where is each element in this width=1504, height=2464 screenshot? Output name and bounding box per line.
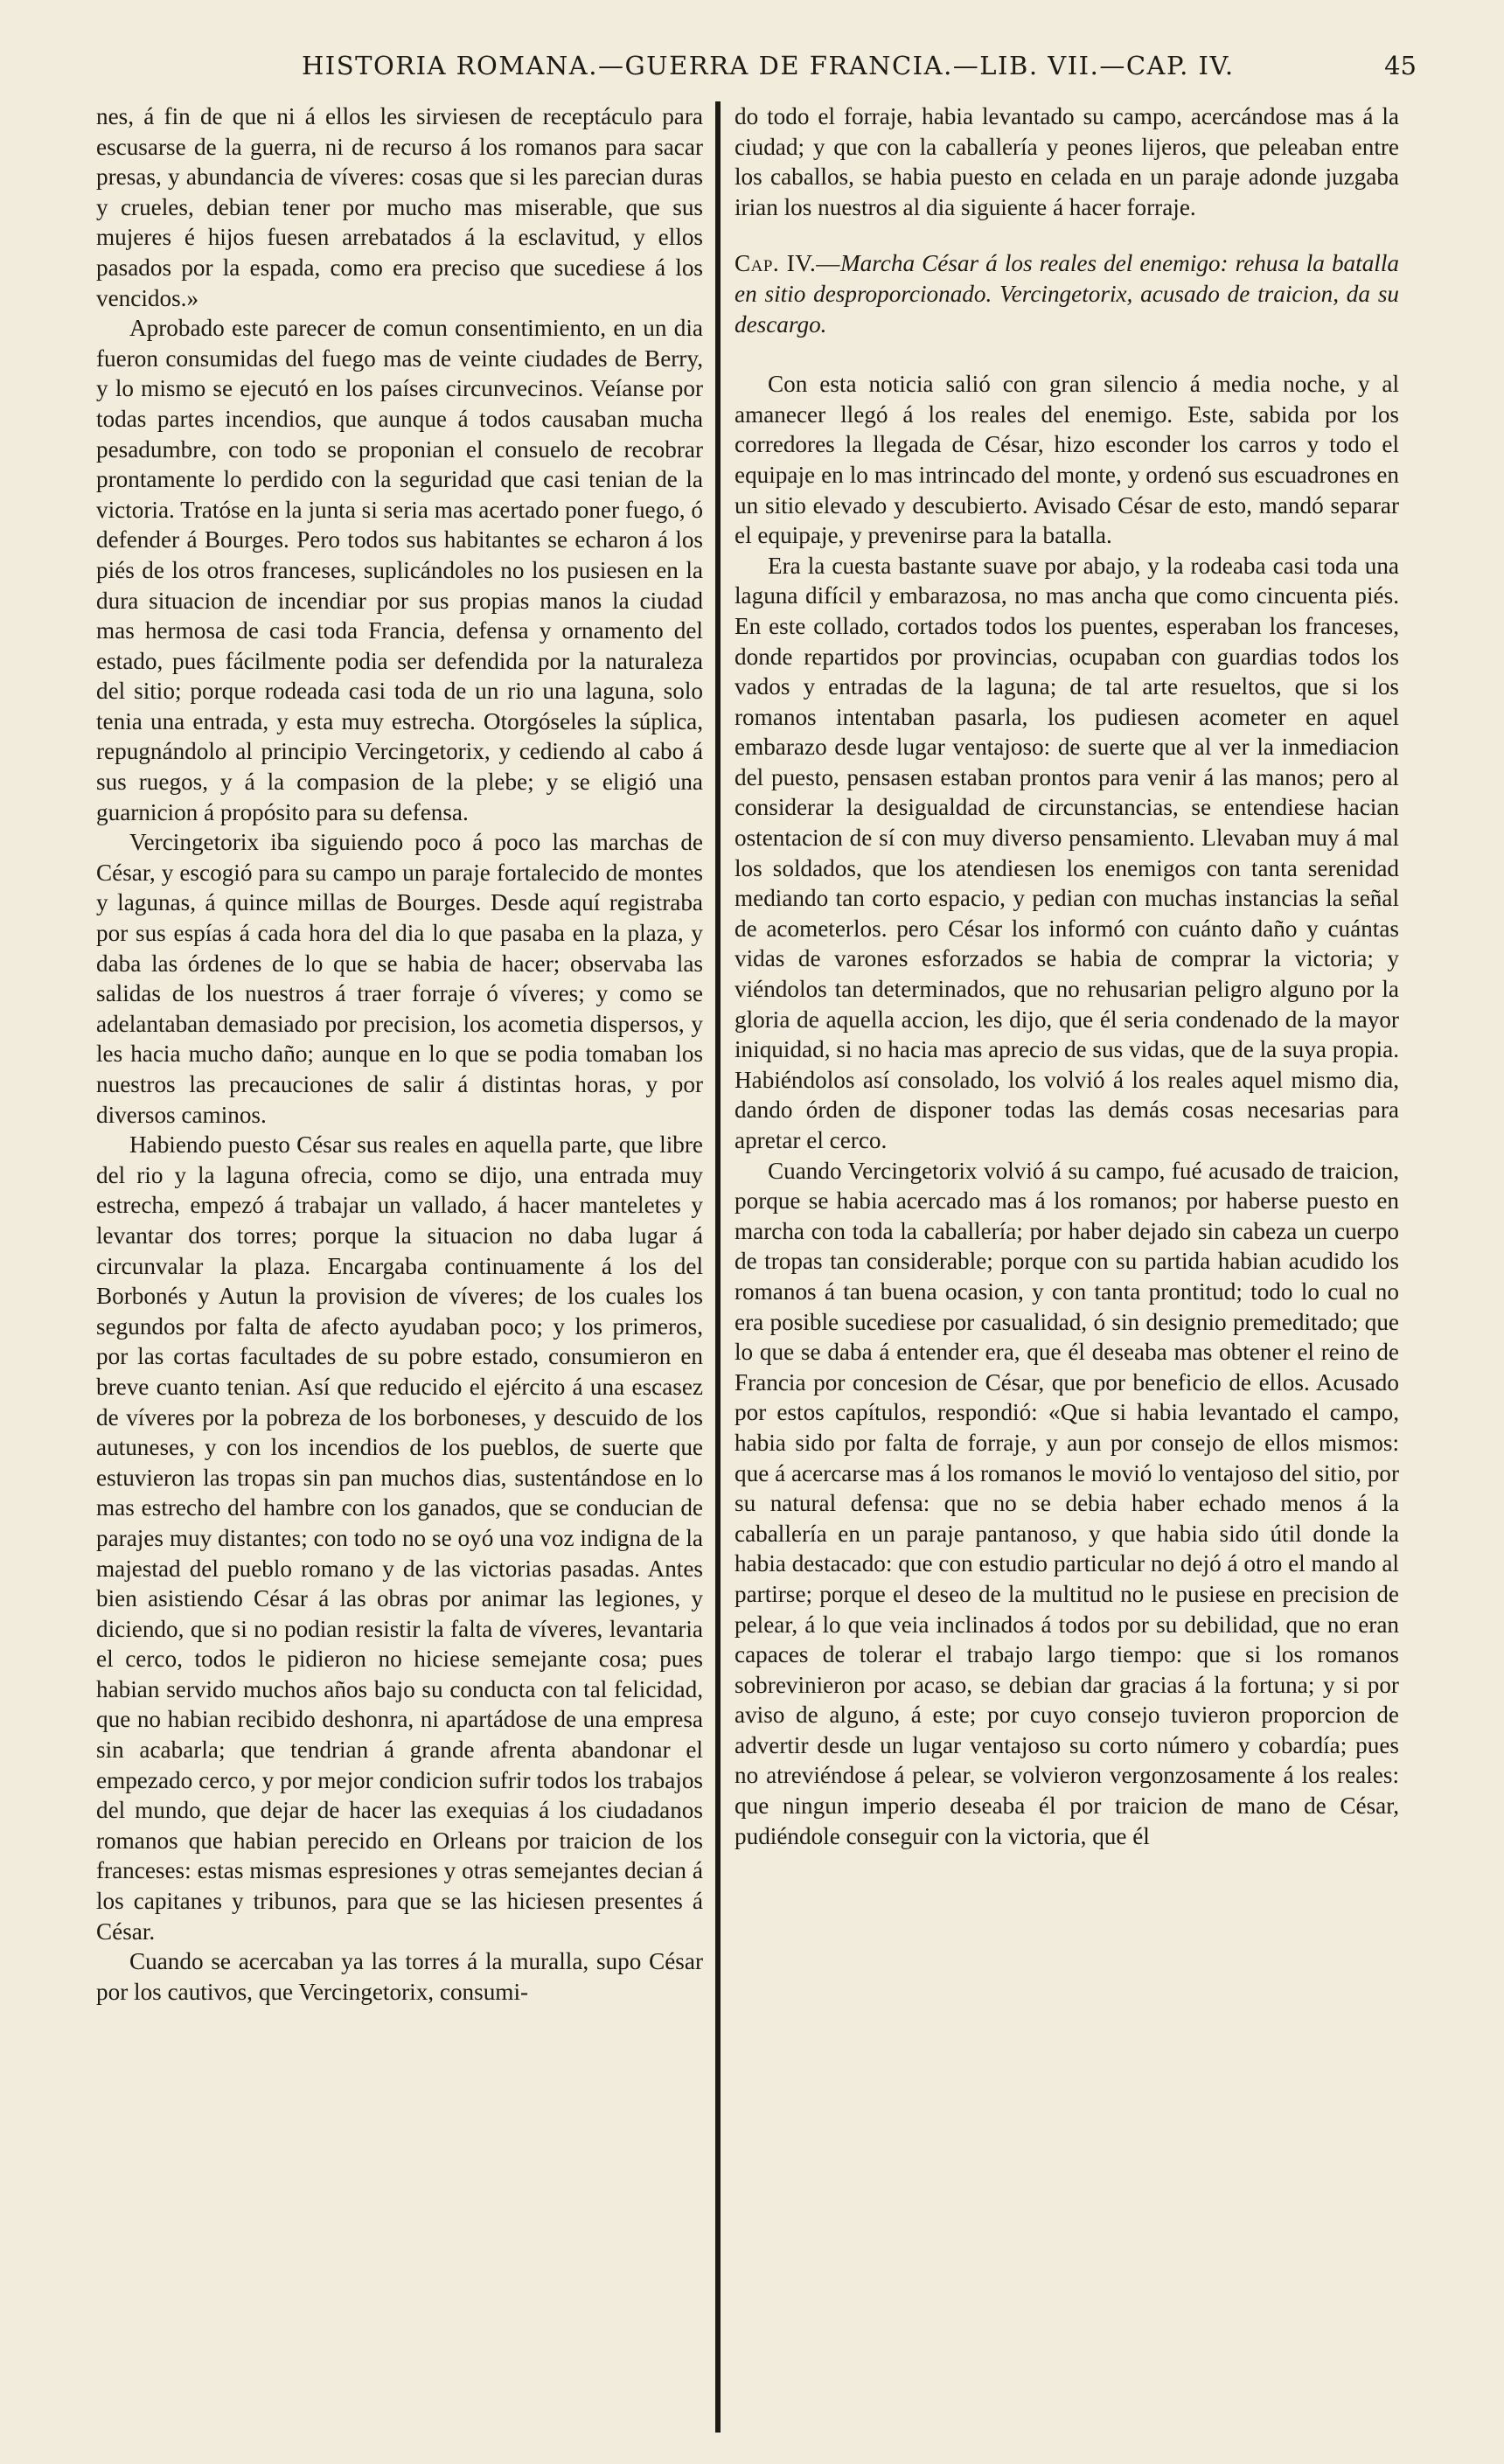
paragraph-continued: do todo el forraje, habia levantado su campo, acercándose mas á la ciudad; y que con la caballería y peones lijeros, que peleaban entre los caballos, se habia puesto en celada en un paraje adonde juzgaba irian los nuestros al dia siguiente á hacer forraje. <box>735 103 1399 220</box>
paragraph-continued: nes, á fin de que ni á ellos les sirviesen de receptáculo para escusarse de la guerra, ni de recurso á los romanos para sacar presas, y abundancia de víveres: cosas que si les parecian duras y crueles, debian tener por mucho mas miserable, que sus mujeres é hijos fuesen arrebatados á la esclavitud, y ellos pasados por la espada, como era preciso que sucediese á los vencidos.» <box>96 103 703 311</box>
chapter-heading <box>735 248 1399 339</box>
paragraph: Cuando Vercingetorix volvió á su campo, fué acusado de traicion, porque se habia acercado mas á los romanos; por haberse puesto en marcha con toda la caballería; por haber dejado sin cabeza un cuerpo de tropas tan considerable; porque con su partida habian acudido los romanos á tan buena ocasion, y con tanta prontitud; todo lo cual no era posible sucediese por casualidad, ó sin designio premeditado; que lo que se daba á entender era, que él deseaba mas obtener el reino de Francia por concesion de César, que por beneficio de ellos. Acusado por estos capítulos, respondió: «Que si habia levantado el campo, habia sido por falta de forraje, y aun por consejo de ellos mismos: que á acercarse mas á los romanos le movió lo ventajoso del sitio, por su natural defensa: que no se debia haber echado menos á la caballería en un paraje pantanoso, y que habia sido útil donde la habia destacado: que con estudio particular no dejó á otro el mando al partirse; porque el deseo de la multitud no le pusiese en precision de pelear, á lo que veia inclinados á todos por su debilidad, que no eran capaces de tolerar el trabajo largo tiempo: que si los romanos sobrevinieron por acaso, se debian dar gracias á la fortuna; y si por aviso de alguno, á este; por cuyo consejo tuvieron proporcion de advertir desde un lugar ventajoso su corto número y cobardía; pues no atreviéndose á pelear, se volvieron vergonzosamente á los reales: que ningun imperio deseaba él por traicion de mano de César, pudiéndole conseguir con la victoria, que él <box>735 1157 1399 1849</box>
column-divider <box>715 101 721 2433</box>
right-column <box>735 101 1399 1851</box>
paragraph: Con esta noticia salió con gran silencio á media noche, y al amanecer llegó á los reales del enemigo. Este, sabida por los corredores la llegada de César, hizo esconder los carros y todo el equipaje en lo mas intrincado del monte, y ordenó sus escuadrones en un sitio elevado y descubierto. Avisado César de esto, mandó separar el equipaje, y prevenirse para la batalla. <box>735 371 1399 549</box>
running-head: HISTORIA ROMANA.—GUERRA DE FRANCIA.—LIB. VII.—CAP. IV. <box>302 51 1235 80</box>
paragraph: Era la cuesta bastante suave por abajo, y la rodeaba casi toda una laguna difícil y embarazosa, no mas ancha que como cincuenta piés. En este collado, cortados todos los puentes, esperaban los franceses, donde repartidos por provincias, ocupaban con guardias todos los vados y entradas de la laguna; de tal arte resueltos, que si los romanos intentaban pasarla, los pudiesen acometer en aquel embarazo desde lugar ventajoso: de suerte que al ver la inmediacion del puesto, pensasen estaban prontos para venir á las manos; pero al considerar la desigualdad de circunstancias, se entendiese hacian ostentacion de sí con muy diverso pensamiento. Llevaban muy á mal los soldados, que los atendiesen los enemigos con tanta serenidad mediando tan corto espacio, y pedian con muchas instancias la señal de acometerlos. pero César los informó con cuánto daño y cuántas vidas de varones esforzados se habia de comprar la victoria; y viéndolos tan determinados, que no rehusarian peligro alguno por la gloria de aquella accion, les dijo, que él seria condenado de la mayor iniquidad, si no hacia mas aprecio de sus vidas, que de la suya propia. Habiéndolos así consolado, los volvió á los reales aquel mismo dia, dando órden de disponer todas las demás cosas necesarias para apretar el cerco. <box>735 552 1399 1153</box>
chapter-label: Cap. IV.— <box>735 250 840 277</box>
chapter-summary: Marcha César á los reales del enemigo: rehusa la batalla en sitio desproporcionado. Vercingetorix, acusado de traicion, da su descargo. <box>735 250 1399 338</box>
left-column <box>96 101 703 2007</box>
paragraph: Habiendo puesto César sus reales en aquella parte, que libre del rio y la laguna ofrecia, como se dijo, una entrada muy estrecha, empezó á trabajar un vallado, á hacer manteletes y levantar dos torres; porque la situacion no daba lugar á circunvalar la plaza. Encargaba continuamente á los del Borbonés y Autun la provision de víveres; de los cuales los segundos por falta de afecto ayudaban poco; y los primeros, por las cortas facultades de su pobre estado, consumieron en breve cuanto tenian. Así que reducido el ejército á una escasez de víveres por la pobreza de los borboneses, y descuido de los autuneses, y con los incendios de los pueblos, de suerte que estuvieron las tropas sin pan muchos dias, sustentándose en lo mas estrecho del hambre con los ganados, que se conducian de parajes muy distantes; con todo no se oyó una voz indigna de la majestad del pueblo romano y de las victorias pasadas. Antes bien asistiendo César á las obras por animar las legiones, y diciendo, que si no podian resistir la falta de víveres, levantaria el cerco, todos le pidieron no hiciese semejante cosa; pues habian servido muchos años bajo su conducta con tal felicidad, que no habian recibido deshonra, ni apartádose de una empresa sin acabarla; que tendrian á grande afrenta abandonar el empezado cerco, y por mejor condicion sufrir todos los trabajos del mundo, que dejar de hacer las exequias á los ciudadanos romanos que habian perecido en Orleans por traicion de los franceses: estas mismas espresiones y otras semejantes decian á los capitanes y tribunos, para que se las hiciesen presentes á César. <box>96 1131 703 1945</box>
paragraph: Aprobado este parecer de comun consentimiento, en un dia fueron consumidas del fuego mas de veinte ciudades de Berry, y lo mismo se ejecutó en los países circunvecinos. Veíanse por todas partes incendios, que aunque á todos causaban mucha pesadumbre, con todo se proponian el consuelo de recobrar prontamente lo perdido con la seguridad que casi tenian de la victoria. Tratóse en la junta si seria mas acertado poner fuego, ó defender á Bourges. Pero todos sus habitantes se echaron á los piés de los otros franceses, suplicándoles no los pusiesen en la dura situacion de incendiar por sus propias manos la ciudad mas hermosa de casi toda Francia, defensa y ornamento del estado, pues fácilmente podia ser defendida por la naturaleza del sitio; porque rodeada casi toda de un rio una laguna, solo tenia una entrada, y esta muy estrecha. Otorgóseles la súplica, repugnándolo al principio Vercingetorix, y cediendo al cabo á sus ruegos, y á la compasion de la plebe; y se eligió una guarnicion á propósito para su defensa. <box>96 315 703 825</box>
paragraph: Cuando se acercaban ya las torres á la muralla, supo César por los cautivos, que Vercingetorix, consumi- <box>96 1948 703 2005</box>
paragraph: Vercingetorix iba siguiendo poco á poco las marchas de César, y escogió para su campo un paraje fortalecido de montes y lagunas, á quince millas de Bourges. Desde aquí registraba por sus espías á cada hora del dia lo que pasaba en la plaza, y daba las órdenes de lo que se habia de hacer; observaba las salidas de los nuestros á traer forraje ó víveres; y como se adelantaban demasiado por precision, los acometia dispersos, y les hacia mucho daño; aunque en lo que se podia tomaban los nuestros las precauciones de salir á distintas horas, y por diversos caminos. <box>96 829 703 1128</box>
page-number: 45 <box>1384 51 1417 80</box>
page-header <box>0 51 1504 86</box>
